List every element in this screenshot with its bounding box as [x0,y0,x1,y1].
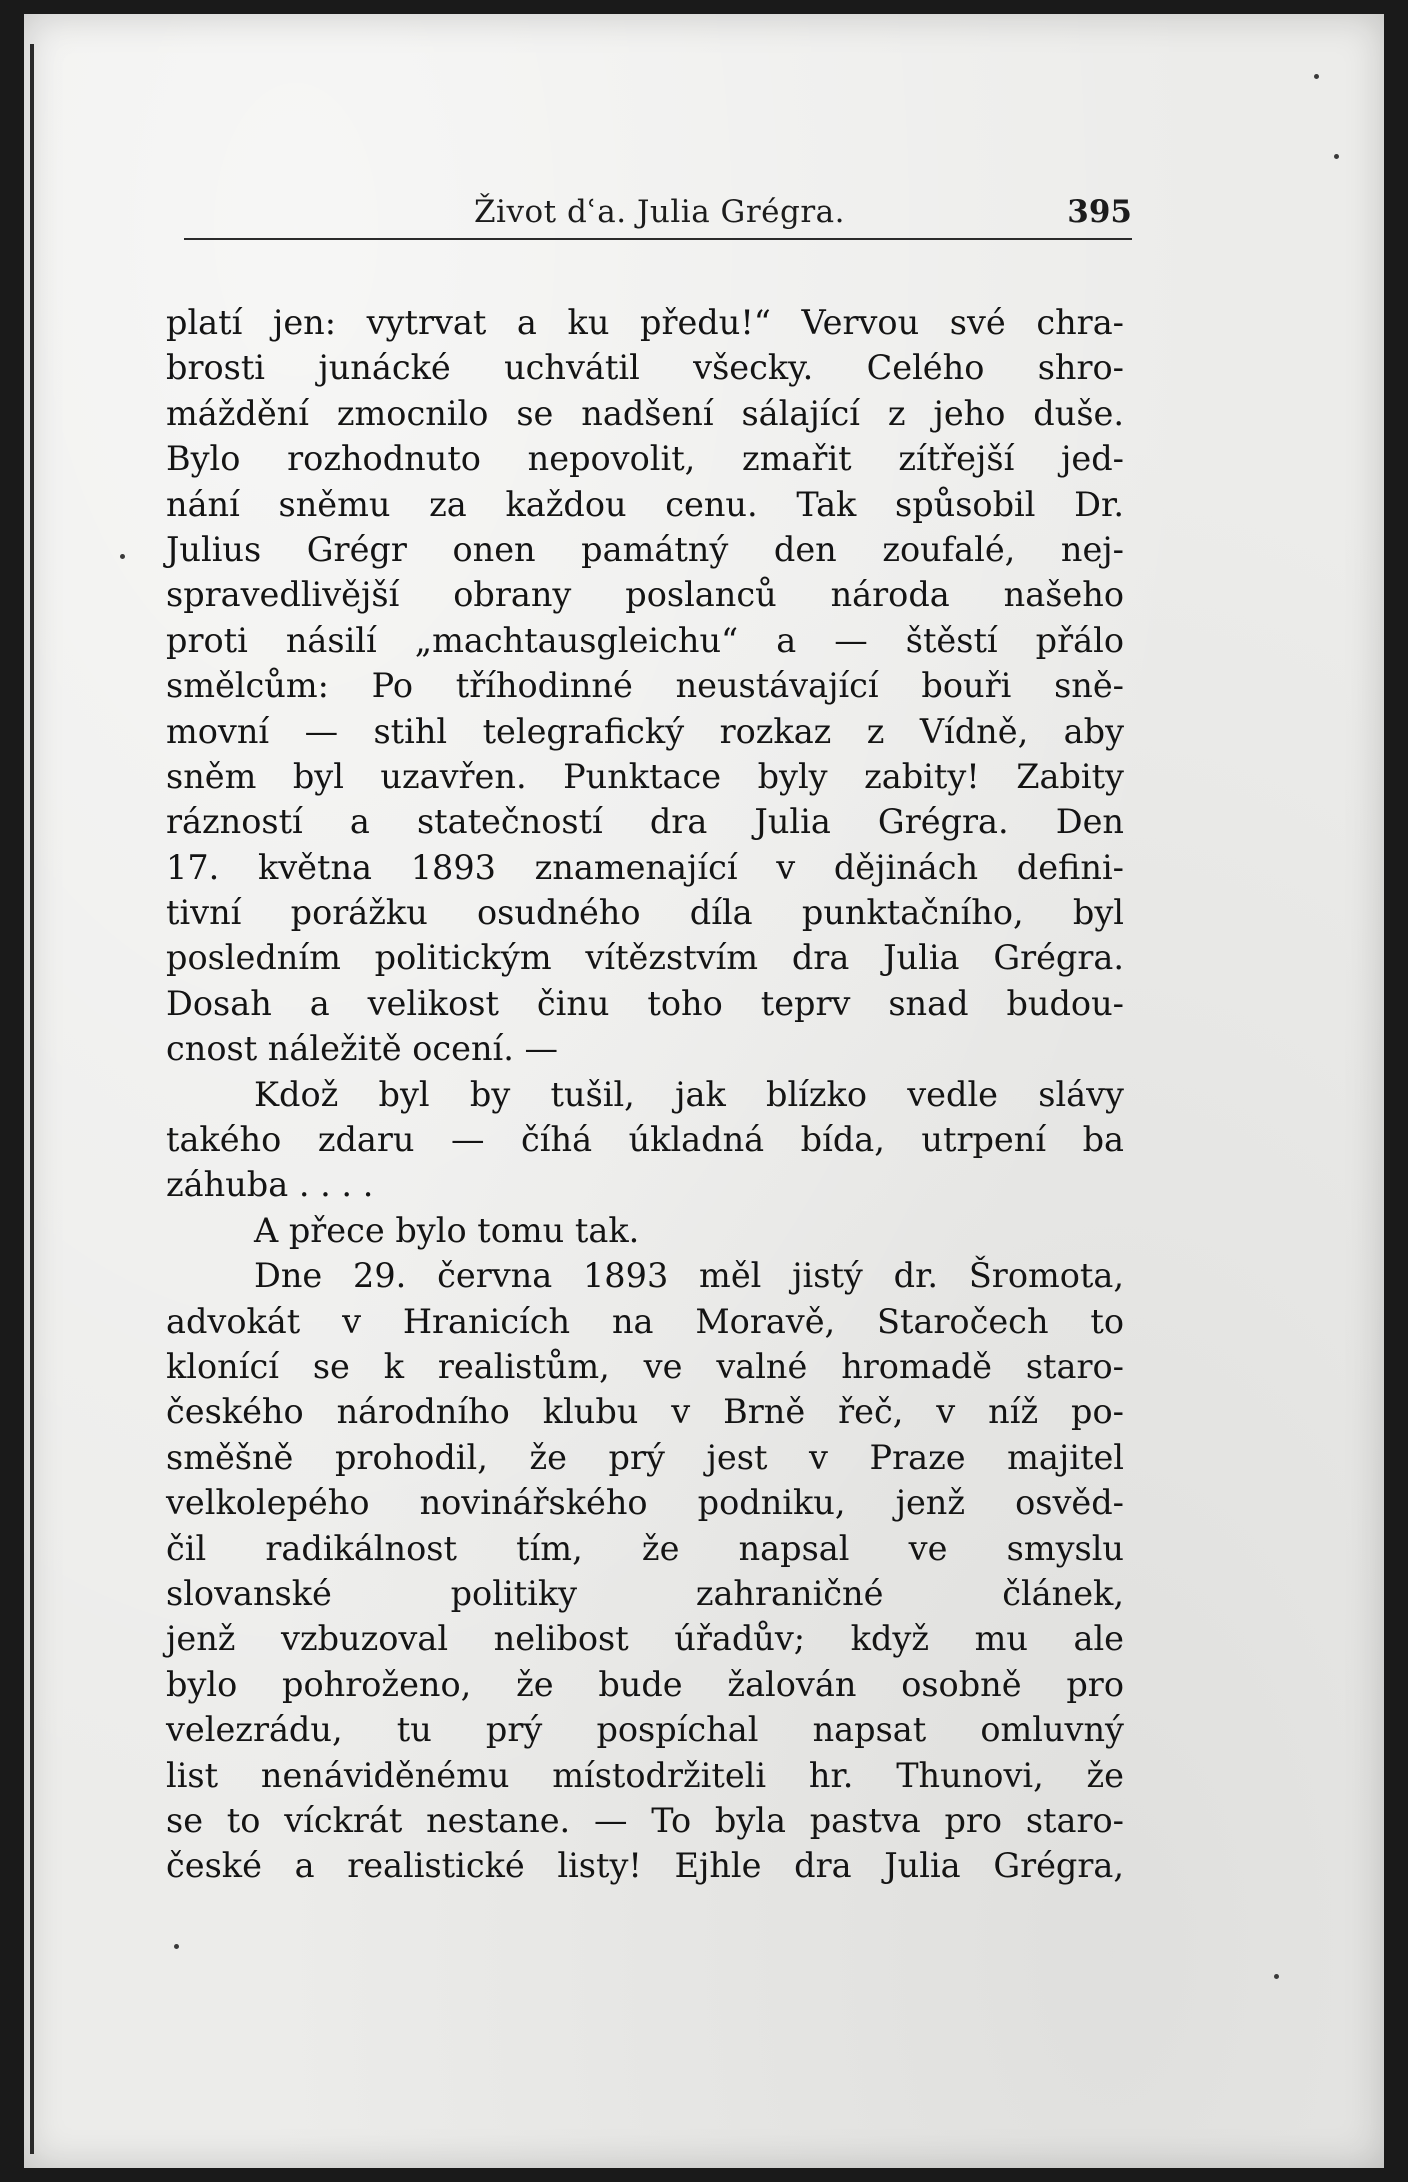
text-line: proti násilí „machtausgleichu“ a — štěstí přálo [166,620,1124,660]
text-line: českého národního klubu v Brně řeč, v níž po- [166,1392,1124,1432]
print-speck [1274,1974,1279,1979]
text-line: české a realistické listy! Ejhle dra Julia Grégra, [166,1846,1124,1886]
text-line: platí jen: vytrvat a ku předu!“ Vervou své chra- [166,303,1124,342]
text-line: spravedlivější obrany poslanců národa našeho [166,575,1124,615]
text-line: smělcům: Po tříhodinné neustávající bouři sně- [166,666,1124,706]
text-line: cnost náležitě ocení. — [166,1029,559,1069]
page-number: 395 [1067,194,1132,230]
running-header [184,194,1132,240]
print-speck [120,554,125,559]
print-speck [1334,154,1339,159]
text-line: Bylo rozhodnuto nepovolit, zmařit zítřejší jed- [166,439,1124,479]
text-line: velkolepého novinářského podniku, jenž osvěd- [166,1483,1124,1523]
text-line: movní — stihl telegrafický rozkaz z Vídně, aby [166,711,1124,751]
text-line: A přece bylo tomu tak. [254,1210,640,1250]
text-line: Julius Grégr onen památný den zoufalé, nej- [166,529,1124,569]
text-line: nání sněmu za každou cenu. Tak spůsobil Dr. [166,484,1124,524]
text-line: Dosah a velikost činu toho teprv snad budou- [166,983,1124,1023]
print-speck [1314,74,1319,79]
text-line: klonící se k realistům, ve valné hromadě staro- [166,1346,1124,1386]
text-line: se to víckrát nestane. — To byla pastva pro staro- [166,1800,1124,1840]
text-line: brosti junácké uchvátil všecky. Celého shro- [166,348,1124,388]
text-line: tivní porážku osudného díla punktačního, byl [166,893,1124,933]
page-edge-rule [30,44,34,2154]
book-page [24,14,1384,2168]
text-line: velezrádu, tu prý pospíchal napsat omluvný [166,1710,1124,1750]
text-line: list nenáviděnému místodržiteli hr. Thunovi, že [166,1755,1124,1795]
text-line: Dne 29. června 1893 měl jistý dr. Šromota, [254,1256,1124,1296]
text-line: Kdož byl by tušil, jak blízko vedle slávy [254,1074,1124,1114]
text-line: máždění zmocnilo se nadšení sálající z jeho duše. [166,393,1124,433]
text-line: 17. května 1893 znamenající v dějinách defini- [166,847,1124,887]
text-line: sněm byl uzavřen. Punktace byly zabity! Zabity [166,756,1124,796]
text-line: slovanské politiky zahraničné článek, [166,1573,1124,1613]
text-line: posledním politickým vítězstvím dra Julia Grégra. [166,938,1124,978]
running-title: Život dʿa. Julia Grégra. [474,194,845,230]
text-line: záhuba . . . . [166,1165,374,1205]
text-line: rázností a statečností dra Julia Grégra. Den [166,802,1124,842]
text-line: směšně prohodil, že prý jest v Praze majitel [166,1437,1124,1477]
text-line: takého zdaru — číhá úkladná bída, utrpení ba [166,1120,1124,1160]
print-speck [174,1944,179,1949]
text-line: jenž vzbuzoval nelibost úřadův; když mu ale [166,1619,1124,1659]
text-line: advokát v Hranicích na Moravě, Staročech to [166,1301,1124,1341]
body-text [166,300,1124,1889]
text-line: bylo pohroženo, že bude žalován osobně pro [166,1664,1124,1704]
text-line: čil radikálnost tím, že napsal ve smyslu [166,1528,1124,1568]
